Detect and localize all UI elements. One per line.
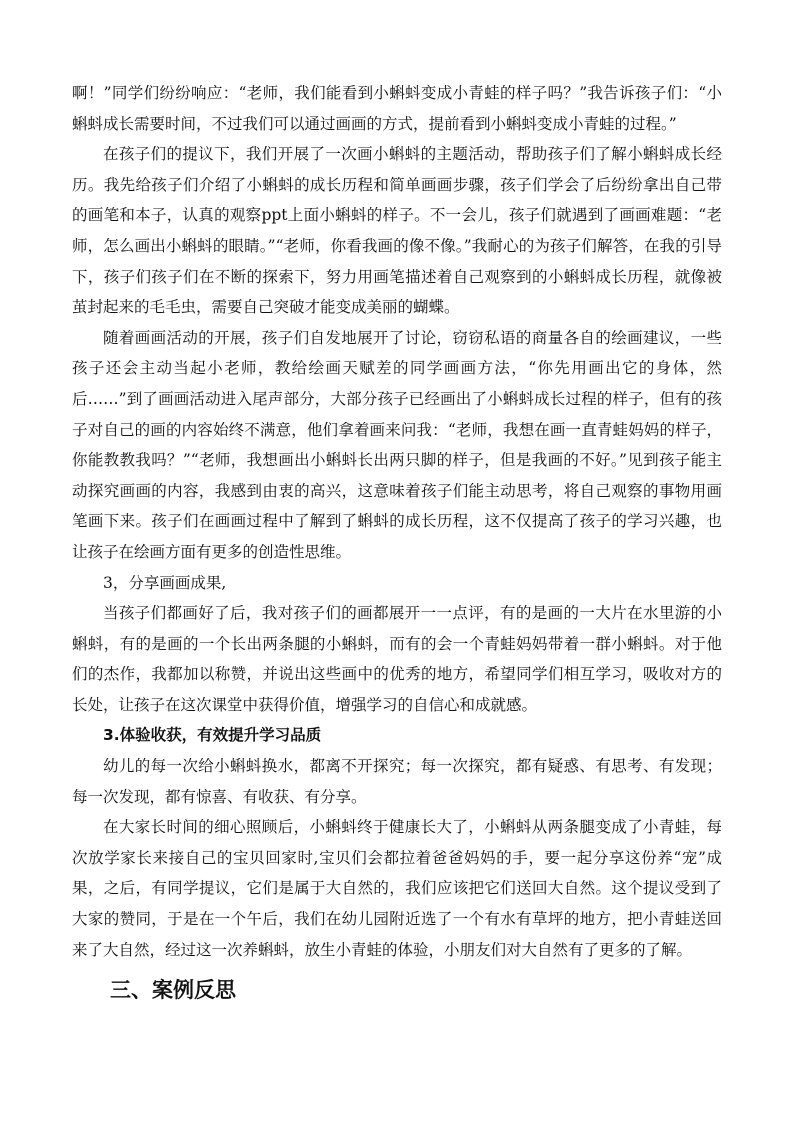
paragraph-share-results: 当孩子们都画好了后，我对孩子们的画都展开一一点评，有的是画的一大片在水里游的小蝌蚪，有的是画的一个长出两条腿的小蝌蚪，而有的会一个青蛙妈妈带着一群小蝌蚪。对于他们的杰作，我都加以称赞，并说出这些画中的优秀的地方，希望同学们相互学习，吸收对方的长处，让孩子在这次课堂中获得价值，增强学习的自信心和成就感。 [72, 604, 722, 714]
section-title-case-reflection: 三、案例反思 [110, 978, 236, 1003]
paragraph-release-frogs: 在大家长时间的细心照顾后，小蝌蚪终于健康长大了，小蝌蚪从两条腿变成了小青蛙，每次放学家长来接自己的宝贝回家时,宝贝们会都拉着爸爸妈妈的手，要一起分享这份养“宠”成果，之后，有同学提议，它们是属于大自然的，我们应该把它们送回大自然。这个提议受到了大家的赞同，于是在一个午后，我们在幼儿园附近选了一个有水有草坪的地方，把小青蛙送回来了大自然，经过这一次养蝌蚪，放生小青蛙的体验，小朋友们对大自然有了更多的了解。 [72, 818, 722, 959]
document-page [72, 78, 722, 1005]
paragraph-drawing-activity: 在孩子们的提议下，我们开展了一次画小蝌蚪的主题活动，帮助孩子们了解小蝌蚪成长经历。我先给孩子们介绍了小蝌蚪的成长历程和简单画画步骤，孩子们学会了后纷纷拿出自己带的画笔和本子，认真的观察ppt上面小蝌蚪的样子。不一会儿，孩子们就遇到了画画难题：“老师，怎么画出小蝌蚪的眼睛。”“老师，你看我画的像不像。”我耐心的为孩子们解答，在我的引导下，孩子们孩子们在不断的探索下，努力用画笔描述着自己观察到的小蝌蚪成长历程，就像被茧封起来的毛毛虫，需要自己突破才能变成美丽的蝴蝶。 [72, 145, 722, 317]
subheading-experience-gains: 3.体验收获，有效提升学习品质 [103, 726, 322, 745]
paragraph-discussion: 随着画画活动的开展，孩子们自发地展开了讨论，窃窃私语的商量各自的绘画建议，一些孩子还会主动当起小老师，教给绘画天赋差的同学画画方法，“你先用画出它的身体，然后……”到了画画活动进入尾声部分，大部分孩子已经画出了小蝌蚪成长过程的样子，但有的孩子对自己的画的内容始终不满意，他们拿着画来问我：“老师，我想在画一直青蛙妈妈的样子，你能教教我吗？”“老师，我想画出小蝌蚪长出两只脚的样子，但是我画的不好。”见到孩子能主动探究画画的内容，我感到由衷的高兴，这意味着孩子们能主动思考，将自己观察的事物用画笔画下来。孩子们在画画过程中了解到了蝌蚪的成长历程，这不仅提高了孩子的学习兴趣，也让孩子在绘画方面有更多的创造性思维。 [72, 328, 722, 561]
paragraph-exploration: 幼儿的每一次给小蝌蚪换水，都离不开探究；每一次探究，都有疑惑、有思考、有发现；每一次发现，都有惊喜、有收获、有分享。 [72, 757, 722, 806]
paragraph-share-heading: 3，分享画画成果, [103, 573, 227, 592]
paragraph-intro-dialogue: 啊！”同学们纷纷响应：“老师，我们能看到小蝌蚪变成小青蛙的样子吗？”我告诉孩子们：“小蝌蚪成长需要时间，不过我们可以通过画画的方式，提前看到小蝌蚪变成小青蛙的过程。” [72, 84, 722, 133]
